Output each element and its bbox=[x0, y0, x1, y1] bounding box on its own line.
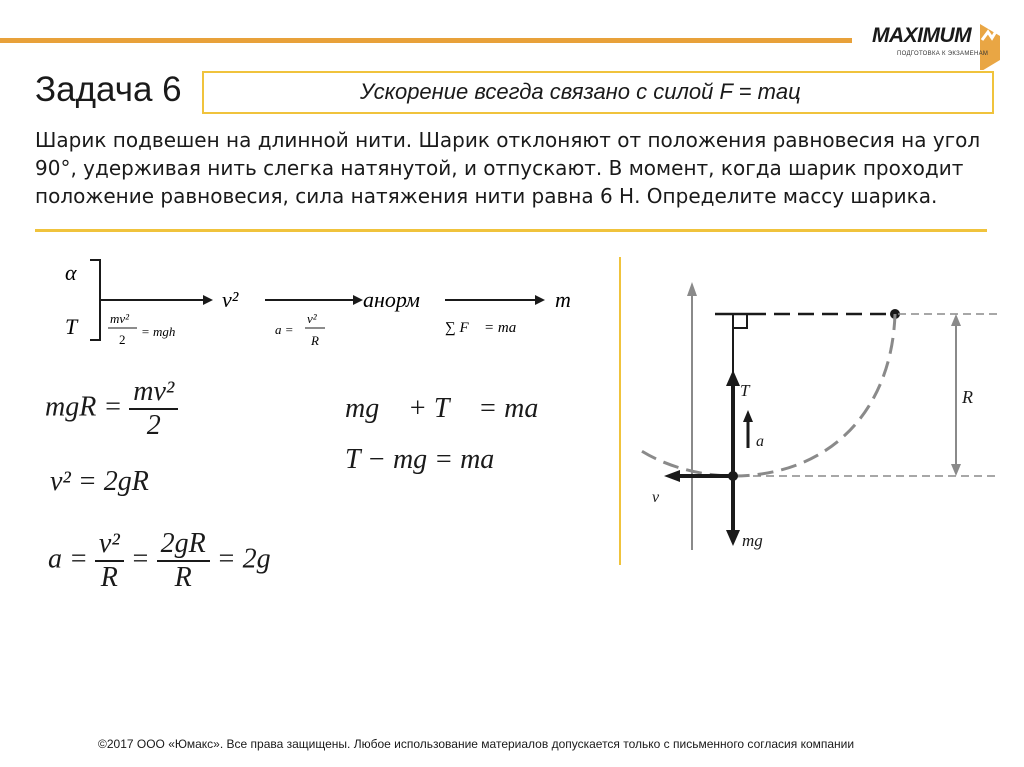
eq3-denominator-1: R bbox=[100, 562, 118, 593]
scheme-a-den: R bbox=[311, 333, 319, 348]
acceleration-label: a⃗ bbox=[756, 433, 777, 450]
scheme-energy-den: 2 bbox=[119, 332, 126, 347]
page-title: Задача 6 bbox=[35, 70, 182, 109]
scheme-energy-num: mv² bbox=[110, 311, 130, 326]
scheme-m: m bbox=[555, 287, 571, 312]
equation-v-squared: v² = 2gR bbox=[50, 466, 149, 497]
radius-label: R bbox=[962, 387, 973, 407]
scheme-bracket bbox=[90, 260, 100, 340]
scheme-a-norm: aнорм bbox=[363, 287, 420, 312]
header-accent-bar bbox=[0, 38, 852, 43]
eq3-equals: = bbox=[130, 543, 150, 575]
eq3-numerator-1: v² bbox=[95, 528, 124, 562]
key-idea-text: Ускорение всегда связано с силой F = maц bbox=[360, 79, 801, 104]
scheme-alpha: α bbox=[65, 260, 77, 285]
tension-arrowhead-icon bbox=[726, 370, 740, 386]
scheme-a-lhs: a = bbox=[275, 322, 294, 337]
trajectory-arc bbox=[640, 314, 895, 476]
velocity-label: v⃗ bbox=[652, 489, 672, 506]
gravity-label: mg⃗ bbox=[742, 531, 776, 550]
eq1-denominator: 2 bbox=[146, 410, 161, 441]
equation-energy bbox=[45, 376, 178, 442]
scheme-a-num: v² bbox=[307, 311, 317, 326]
column-divider bbox=[619, 257, 621, 565]
copyright-footer: ©2017 ООО «Юмакс». Все права защищены. Любое использование материалов допускается только с письменного согласия компании bbox=[98, 737, 855, 751]
right-angle-mark bbox=[733, 314, 747, 328]
section-divider bbox=[35, 229, 987, 232]
equation-acceleration bbox=[48, 528, 271, 594]
eq3-a: a = bbox=[48, 543, 88, 575]
eq3-numerator-2: 2gR bbox=[157, 528, 210, 562]
logo-subtitle: ПОДГОТОВКА К ЭКЗАМЕНАМ bbox=[897, 51, 989, 57]
eq1-fraction bbox=[129, 376, 178, 442]
scheme-arrowhead-2 bbox=[353, 295, 363, 305]
solution-flow-scheme bbox=[35, 250, 595, 360]
acceleration-arrowhead-icon bbox=[743, 410, 753, 422]
tension-label: T⃗ bbox=[740, 381, 763, 400]
scheme-T: T bbox=[65, 314, 78, 339]
scheme-arrowhead-1 bbox=[203, 295, 213, 305]
eq1-numerator: mv² bbox=[129, 376, 178, 410]
gravity-arrowhead-icon bbox=[726, 530, 740, 546]
eq3-fraction-1 bbox=[95, 528, 124, 594]
scheme-sum-F: ∑ F⃗ = ma⃗ bbox=[445, 320, 528, 336]
equation-newton-projection: T − mg = ma bbox=[345, 444, 495, 475]
scheme-arrowhead-3 bbox=[535, 295, 545, 305]
eq3-fraction-2 bbox=[157, 528, 210, 594]
scheme-energy-rhs: = mgh bbox=[141, 324, 176, 339]
scheme-v2: v² bbox=[222, 287, 239, 312]
velocity-arrowhead-icon bbox=[664, 470, 680, 482]
eq3-denominator-2: R bbox=[174, 562, 192, 593]
problem-statement: Шарик подвешен на длинной нити. Шарик отклоняют от положения равновесия на угол 90°, удерживая нить слегка натянутой, и отпускают. В момент, когда шарик проходит положение равновесия, сила натяжения нити равна 6 Н. Определите массу шарика. bbox=[35, 128, 981, 208]
ball-bottom bbox=[728, 471, 738, 481]
pendulum-diagram bbox=[630, 270, 1010, 560]
axis-arrowhead-icon bbox=[687, 282, 697, 296]
eq1-lhs: mgR = bbox=[45, 391, 123, 423]
eq3-rhs: = 2g bbox=[216, 543, 271, 575]
equation-newton-vector: mg⃗ + T⃗ = ma⃗ bbox=[345, 393, 561, 424]
logo-wordmark: MAXIMUM bbox=[872, 24, 972, 47]
